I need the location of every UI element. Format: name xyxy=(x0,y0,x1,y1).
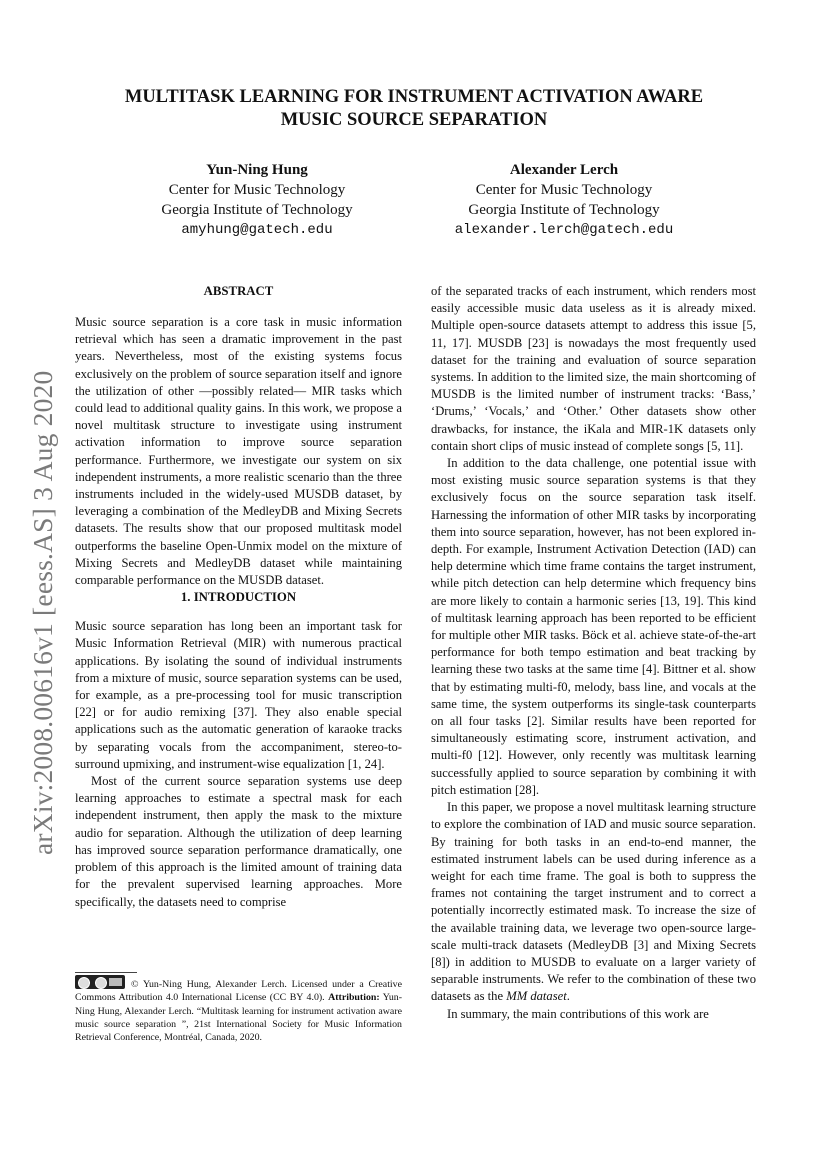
abstract-text: Music source separation is a core task in music information retrieval which has seen a dramatic improvement in the past years. Nevertheless, most of the existing systems focus exclusively on the problem of source separation itself and ignore the utilization of other —possibly related— MIR tasks which could lead to additional quality gains. In this work, we propose a novel multitask structure to investigate using instrument activation information to improve source separation performance. Furthermore, we investigate our system on six independent instruments, a more realistic scenario than the three instruments included in the widely-used MUSDB dataset, by leveraging a combination of the MedleyDB and Mixing Secrets datasets. The results show that our proposed multitask model outperforms the baseline Open-Unmix model on the mixture of Mixing Secrets and MedleyDB dataset while maintaining comparable performance on the MUSDB dataset. xyxy=(75,315,402,588)
right-paragraph-3 xyxy=(431,799,756,1005)
author-email: amyhung@gatech.edu xyxy=(181,222,333,238)
right-paragraph-3-text: In this paper, we propose a novel multitask learning structure to explore the combination of IAD and music source separation. By training for both tasks in an end-to-end manner, the estimated instrument labels can be used during inference as a weight for each time frame. The goal is both to suppress the frames not containing the target instrument and to correct a potentially incorrectly estimated mask. To increase the size of the available training data, we leverage two open-source large-scale multi-track datasets (MedleyDB [3] and Mixing Secrets [8]) in addition to MUSDB to evaluate on a larger variety of separable instruments. We refer to the combination of these two datasets as the xyxy=(431,800,756,1004)
title-line-1: MULTITASK LEARNING FOR INSTRUMENT ACTIVATION AWARE xyxy=(124,87,704,107)
footnote-attribution-text: Yun-Ning Hung, Alexander Lerch. “Multitask learning for instrument activation aware music source separation ”, 21st International Society for Music Information Retrieval Conference, Montréal, Canada, 2020. xyxy=(75,992,402,1044)
author-institution: Georgia Institute of Technology xyxy=(161,202,353,218)
right-paragraph-1: of the separated tracks of each instrument, which renders most easily accessible music data useless as it is already mixed. Multiple open-source datasets attempt to address this issue [5, 11, 17]. MUSDB [23] is nowadays the most frequently used dataset for the training and evaluation of source separation systems. In addition to the limited size, the main shortcoming of MUSDB is the limited number of instrument tracks: ‘Bass,’ ‘Drums,’ ‘Vocals,’ and ‘Other.’ Other datasets show other drawbacks, for instance, the iKala and MIR-1K datasets only contain short clips of music instead of complete songs [5, 11]. xyxy=(431,284,756,453)
intro-paragraph-1: Music source separation has long been an important task for Music Information Retrieval (MIR) with numerous practical applications. By isolating the sound of individual instruments from a mixture of music, source separation systems can be used, for example, as a pre-processing tool for music transcription [22] or for audio remixing [37]. They also enable special applications such as the automatic generation of karaoke tracks by separating vocals from the accompaniment, stereo-to-surround upmixing, and instrument-wise equalization [1, 24]. xyxy=(75,619,402,771)
mm-dataset-term: MM dataset xyxy=(506,989,567,1004)
author-affiliation: Center for Music Technology xyxy=(475,182,653,198)
author-affiliation: Center for Music Technology xyxy=(168,182,346,198)
paper-title xyxy=(60,86,768,132)
author-block-1 xyxy=(92,160,422,240)
right-paragraph-3-end: . xyxy=(566,989,570,1004)
arxiv-watermark: arXiv:2008.00616v1 [eess.AS] 3 Aug 2020 xyxy=(27,370,58,855)
footnote-rule xyxy=(75,972,137,973)
author-email: alexander.lerch@gatech.edu xyxy=(454,222,674,238)
cc-by-license-icon xyxy=(75,975,125,989)
right-paragraph-4: In summary, the main contributions of this work are xyxy=(447,1006,709,1021)
footnote-license-text: © Yun-Ning Hung, Alexander Lerch. Licensed under a Creative Commons Attribution 4.0 International License (CC BY 4.0). xyxy=(75,979,402,1004)
license-footnote xyxy=(75,975,402,1044)
title-line-2: MUSIC SOURCE SEPARATION xyxy=(280,110,548,130)
left-column xyxy=(75,283,402,911)
author-name: Alexander Lerch xyxy=(509,162,619,178)
abstract-heading: ABSTRACT xyxy=(203,284,274,298)
author-institution: Georgia Institute of Technology xyxy=(468,202,660,218)
introduction-heading: 1. INTRODUCTION xyxy=(180,590,297,605)
intro-paragraph-2: Most of the current source separation systems use deep learning approaches to estimate a spectral mask for each independent instrument, then apply the mask to the mixture audio for separation. Although the utilization of deep learning has improved source separation performance dramatically, one problem of this approach is the limited amount of training data for the prevalent supervised learning approaches. More specifically, the datasets need to comprise xyxy=(75,774,402,909)
right-column xyxy=(431,283,756,1023)
footnote-attribution-label: Attribution: xyxy=(328,992,380,1004)
author-block-2 xyxy=(399,160,729,240)
author-name: Yun-Ning Hung xyxy=(206,162,308,178)
right-paragraph-2: In addition to the data challenge, one potential issue with most existing music source separation systems is that they exclusively focus on the source separation task itself. Harnessing the information of other MIR tasks by incorporating them into source separation, however, has not been explored in-depth. For example, Instrument Activation Detection (IAD) can help determine which time frame contains the target instrument, while pitch detection can help determine which frequency bins are more likely to contain a harmonic series [13, 19]. This kind of multitask learning approach has been reported to be efficient for multiple other MIR tasks. Böck et al. achieve state-of-the-art performance for both tempo estimation and beat tracking by learning these two tasks at the same time [4]. Bittner et al. show that by estimating multi-f0, melody, bass line, and vocals at the same time, the system outperforms its single-task counterparts on all four tasks [2]. Similar results have been reported for simultaneously estimating score, instrument activation, and multi-f0 [12]. However, only recently was multitask learning successfully applied to source separation by combining it with pitch estimation [28]. xyxy=(431,456,756,797)
